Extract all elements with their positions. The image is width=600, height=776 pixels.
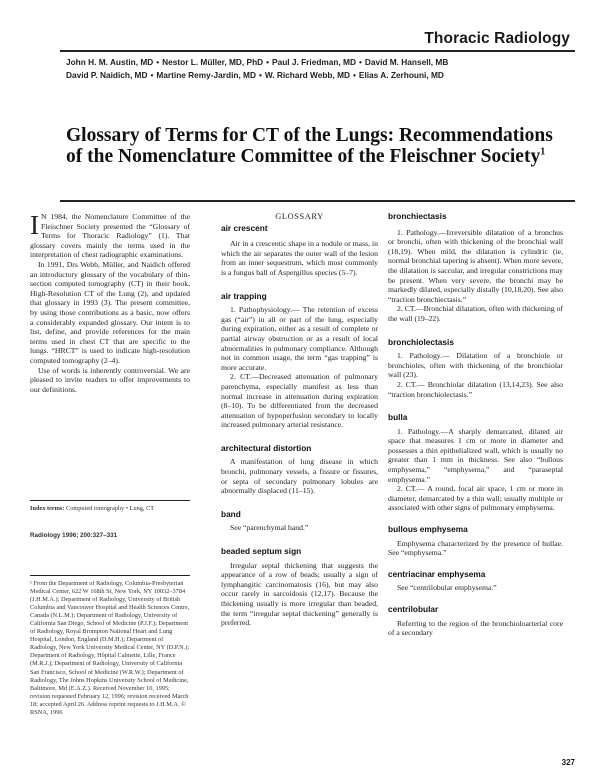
citation: Radiology 1996; 200:327–331 [30,532,118,539]
glossary-entry [221,547,378,628]
dropcap: I [30,210,39,240]
glossary-definition: 1. Pathophysiology.— The retention of excess gas (“air”) in all or part of the lung, especially during expiration, either as a result of complete or partial airway obstruction or as a result of local abnormalities in pulmonary compliance. Although not in common usage, the term “gas trapping” is more accurate. [221,305,378,372]
section-header: Thoracic Radiology [424,30,570,47]
index-terms [30,505,190,513]
glossary-term: bronchiolectasis [388,336,454,347]
glossary-definition: Referring to the region of the bronchioloarterial core of a secondary [388,618,563,638]
glossary-entry [221,444,378,496]
glossary-term: air trapping [221,290,267,301]
glossary-entry [221,224,378,278]
glossary-definition: See “parenchymal band.” [230,523,309,533]
footnote-rule [30,575,190,576]
glossary-definition: A manifestation of lung disease in which bronchi, pulmonary vessels, a fissure or fissures, or septa of secondary pulmonary lobules are abnormally displaced (11–15). [221,457,378,496]
index-value: Computed tomography • Lung, CT [66,505,155,512]
glossary-entry [388,570,563,593]
title-rule [60,200,575,202]
glossary-term: bullous emphysema [388,524,468,535]
glossary-definition: Air in a crescentic shape in a nodule or mass, in which the air separates the outer wall of the lesion from an inner sequestrum, which most commonly is a fungus ball of Aspergillus species (5–7). [221,239,378,277]
glossary-definition: 2. CT.—Bronchial dilatation, often with thickening of the wall (19–22). [388,304,563,323]
page-number: 327 [561,758,575,767]
author: W. Richard Webb, MD [264,69,350,80]
glossary-heading: GLOSSARY [275,212,324,221]
glossary-term: architectural distortion [221,442,312,453]
author: David P. Naidich, MD [66,69,148,80]
author-list [66,56,586,81]
author: Paul J. Friedman, MD [272,57,356,67]
glossary-column-3 [388,212,563,638]
glossary-definition: See “centrilobular emphysema.” [397,583,497,593]
glossary-entry [388,525,563,558]
glossary-definition: 1. Pathology.— Dilatation of a bronchiole or bronchioles, often with thickening of the bronchiolar wall (23). [388,351,563,380]
glossary-column-2 [221,212,378,628]
author: David M. Hansell, MB [364,57,449,67]
author-line-2: David P. Naidich, MD • Martine Remy-Jardin, MD • W. Richard Webb, MD • Elias A. Zerhouni, MD [66,69,444,80]
glossary-entry [388,338,563,400]
glossary-term: band [221,508,241,519]
glossary-entry [221,292,378,430]
affiliation-footnote: ¹ From the Department of Radiology, Columbia-Presbyterian Medical Center, 622 W 168th St, New York, NY 10032–3784 (J.H.M.A.); Department of Radiology, University of British Columbia and Vancouver Hospital and Health Sciences Centre, Canada (N.L.M.); Department of Radiology, University of California San Diego, School of Medicine (P.J.F.); Department of Radiology, Royal Brompton National Heart and Lung Hospital, London, England (D.M.H.); Department of Radiology, New York University Medical Center, NY (D.P.N.); Department of Radiology, Hôpital Calmette, Lille, France (M.R.J.); Department of Radiology, University of California San Francisco, School of Medicine (W.R.W.); Department of Radiology, The Johns Hopkins University School of Medicine, Baltimore, Md (E.A.Z.). Received November 10, 1995; revision requested February 12, 1996; revision received March 18; accepted April 26. Address reprint requests to J.H.M.A. © RSNA, 1996 [30,580,190,716]
glossary-term: centrilobular [388,604,439,614]
glossary-term: air crescent [221,222,268,233]
author: Martine Remy-Jardin, MD [156,69,256,80]
glossary-definition: 1. Pathology.—Irreversible dilatation of a bronchus or bronchi, often with thickening of the bronchial wall (18,19). When mild, the dilatation is cylindric (ie, normal bronchial tapering is absent). When more severe, the dilatation is saccular, and irregular constrictions may be present. When very severe, the bronchi may be markedly dilated, especially distally (10,18,20). See also “traction bronchiectasis.” [388,227,563,304]
intro-paragraph-1: I N 1984, the Nomenclature Committee of the Fleischner Society presented the “Glossary of Terms for Thoracic Radiology” (1). That glossary covers mainly the terms used in the interpretation of chest radiographic examinations. [30,210,190,260]
glossary-term: centriacinar emphysema [388,568,486,579]
author: Nestor L. Müller, MD, PhD [162,57,264,67]
intro-paragraph-3: Use of words is inherently controversial. We are pleased to invite readers to offer improvements to our definitions. [30,365,190,394]
glossary-definition: 2. CT.—Decreased attenuation of pulmonary parenchyma, especially manifest as less than normal increase in attenuation during expiration (8–10). To be differentiated from the decreased attenuation of hypoperfusion secondary to locally increased pulmonary arterial resistance. [221,372,378,430]
intro-paragraph-2: In 1991, Drs Webb, Müller, and Naidich offered an introductory glossary of the vocabulary of thin-section computed tomography (CT) in their book, High-Resolution CT of the Lung (2), and updated that glossary in 1993 (3). The present committee, by using those contributions as a basic, now offers a considerably expanded glossary. Our intent is to list, define, and provide references for the main terms used in chest CT that are specific to the lungs. “HRCT” is used to indicate high-resolution computed tomography (2–4). [30,259,190,365]
glossary-entry [388,605,563,638]
article-title-text: Glossary of Terms for CT of the Lungs: Recommendations of the Nomenclature Committee of the Fleischner Society [66,125,553,167]
glossary-term: beaded septum sign [221,546,302,557]
index-rule [30,500,190,501]
glossary-definition: Emphysema characterized by the presence of bullae. See “emphysema.” [388,538,563,558]
header-rule [60,50,575,52]
glossary-entry [388,413,563,513]
author-line-1: John H. M. Austin, MD • Nestor L. Müller, MD, PhD • Paul J. Friedman, MD • David M. Hansell, MB [66,57,449,67]
glossary-term: bulla [388,412,408,423]
author: Elias A. Zerhouni, MD [358,69,444,80]
article-title [66,125,566,167]
glossary-definition: Irregular septal thickening that suggests the appearance of a row of beads; usually a sign of lymphangitic carcinomatosis (16), but may also occur rarely in sarcoidosis (12,17). Because the thickening usually is more irregular than beaded, the term “irregular septal thickening” generally is preferred. [221,560,378,628]
title-footnote-mark: 1 [540,146,546,158]
index-label: Index terms: [30,505,65,512]
glossary-entry [388,212,563,324]
intro-column [30,212,190,394]
glossary-term: bronchiectasis [388,211,447,221]
glossary-definition: 2. CT.— Bronchiolar dilatation (13,14,23). See also “traction bronchiolectasis.” [388,379,563,399]
glossary-entry [221,510,378,533]
glossary-definition: 1. Pathology.—A sharply demarcated, dilated air space that measures 1 cm or more in diameter and possesses a thin epithelialized wall, which is usually no greater than 1 mm in thickness. See also “bullous emphysema,” “emphysema,” and “paraseptal emphysema.” [388,426,563,484]
glossary-definition: 2. CT.— A round, focal air space, 1 cm or more in diameter, demarcated by a thin wall; usually multiple or associated with other signs of pulmonary emphysema. [388,484,563,513]
author: John H. M. Austin, MD [66,57,154,67]
